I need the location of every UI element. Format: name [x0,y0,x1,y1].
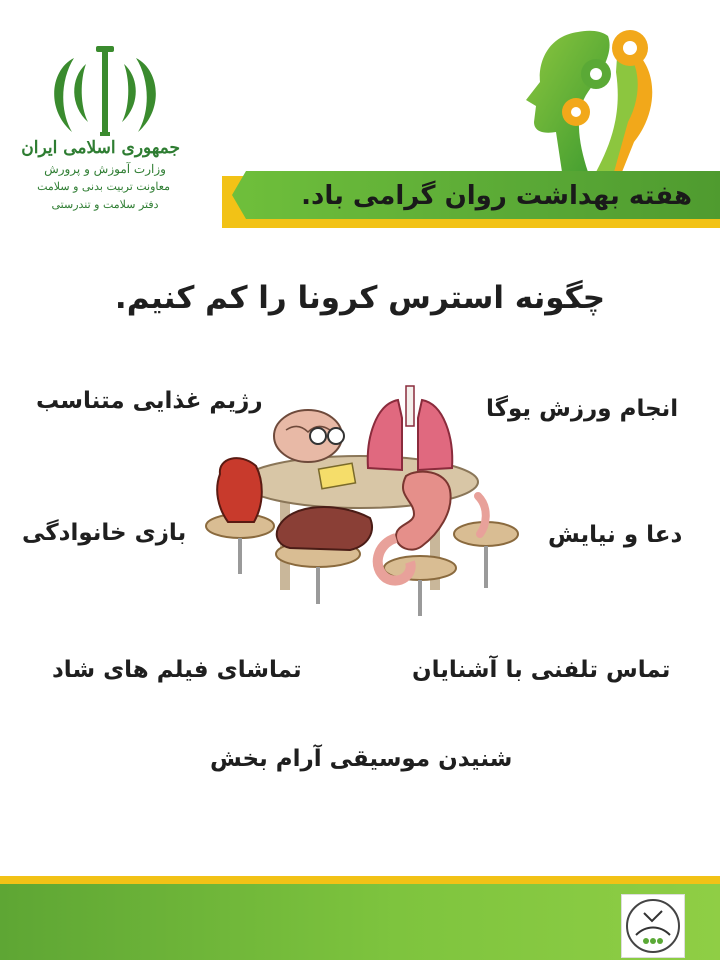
tip-relaxing-music: شنیدن موسیقی آرام بخش [210,746,513,772]
tip-prayer: دعا و نیایش [548,522,683,548]
footer-accent-bar [0,876,720,884]
iran-emblem [21,40,180,230]
head-gears-icon [518,22,668,182]
tip-happy-movies: تماشای فیلم های شاد [52,657,302,683]
tip-phone-call: تماس تلفنی با آشنایان [412,657,671,683]
footer-logo [621,894,685,958]
tip-family-games: بازی خانوادگی [22,520,187,546]
organs-meeting-illustration [200,378,530,628]
iran-emblem-icon [30,40,180,150]
footer-logo-icon [622,895,684,957]
tip-diet: رژیم غذایی متناسب [36,388,263,414]
emblem-line-1: جمهوری اسلامی ایران [21,138,180,158]
tip-yoga: انجام ورزش یوگا [486,396,679,422]
emblem-line-2: وزارت آموزش و پرورش [44,162,166,176]
emblem-line-3: معاونت تربیت بدنی و سلامت [37,180,170,193]
page-title: چگونه استرس کرونا را کم کنیم. [114,280,606,316]
footer-bar [0,884,720,960]
emblem-line-4: دفتر سلامت و تندرستی [51,198,159,211]
banner-title: هفته بهداشت روان گرامی باد. [301,181,692,211]
